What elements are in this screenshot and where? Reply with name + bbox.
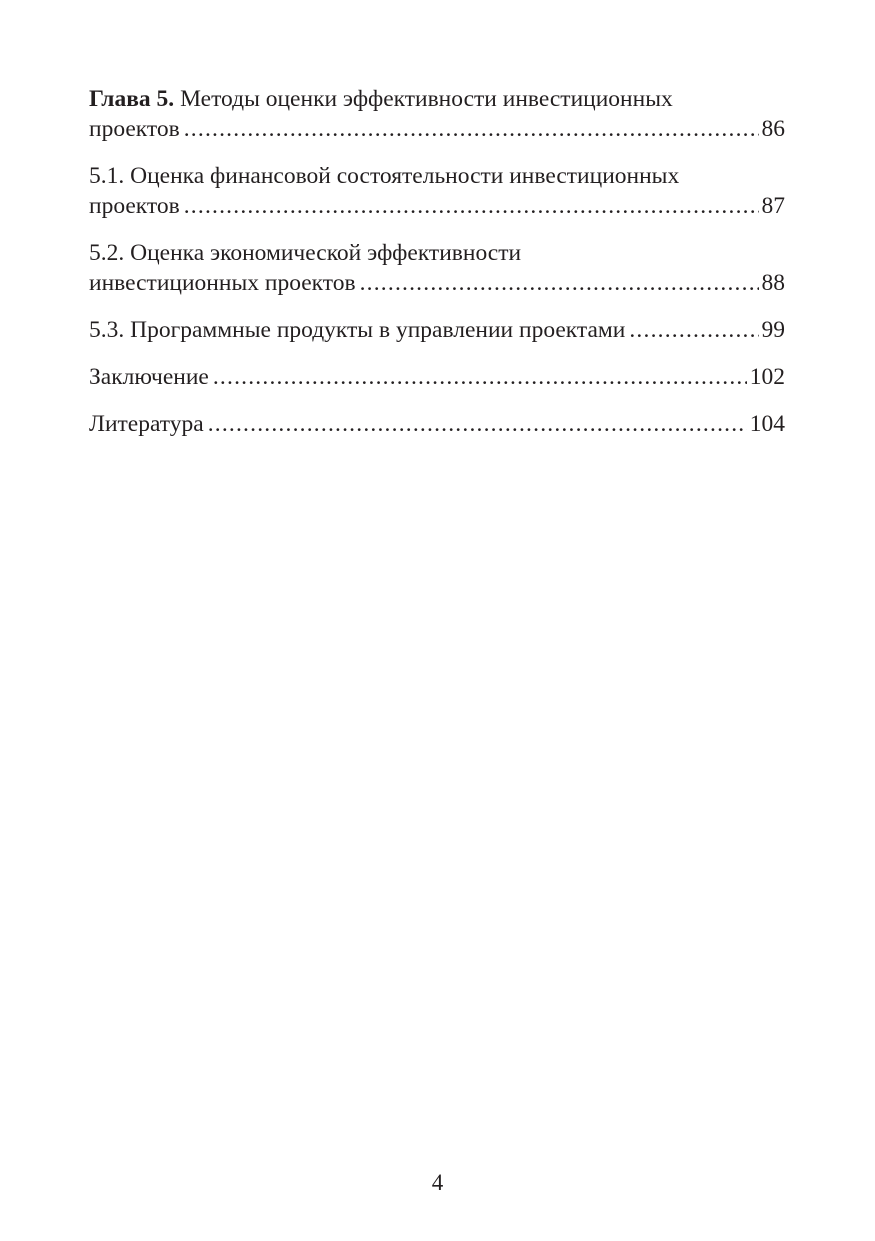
table-of-contents xyxy=(89,84,785,456)
toc-entry-page: 99 xyxy=(761,317,785,343)
toc-entry-leader-line xyxy=(89,268,785,298)
toc-entry-title: 5.2. Оценка экономической эффективности xyxy=(89,240,522,266)
toc-entry-leader-line xyxy=(89,315,785,345)
dot-leader xyxy=(184,114,759,144)
toc-entry-5-1[interactable] xyxy=(89,161,785,221)
toc-entry-title: 5.1. Оценка финансовой состоятельности инвестиционных xyxy=(89,163,680,189)
dot-leader xyxy=(629,315,758,345)
toc-entry-title-continued: проектов xyxy=(89,193,180,219)
toc-entry-title: 5.3. Программные продукты в управлении проектами xyxy=(89,317,626,343)
toc-entry-page: 102 xyxy=(749,364,785,390)
toc-entry-conclusion[interactable] xyxy=(89,362,785,392)
toc-entry-title-continued: проектов xyxy=(89,116,180,142)
chapter-label: Глава 5. xyxy=(89,86,175,112)
toc-entry-leader-line xyxy=(89,114,785,144)
dot-leader xyxy=(184,191,759,221)
toc-entry-title-line xyxy=(89,84,785,114)
toc-entry-title: Литература xyxy=(89,411,204,437)
toc-entry-title: Заключение xyxy=(89,364,209,390)
toc-entry-5-2[interactable] xyxy=(89,238,785,298)
toc-entry-leader-line xyxy=(89,191,785,221)
dot-leader xyxy=(213,362,747,392)
toc-entry-leader-line xyxy=(89,409,785,439)
dot-leader xyxy=(360,268,759,298)
toc-entry-5-3[interactable] xyxy=(89,315,785,345)
toc-entry-title-continued: инвестиционных проектов xyxy=(89,270,356,296)
page-number: 4 xyxy=(431,1170,444,1195)
toc-entry-leader-line xyxy=(89,362,785,392)
dot-leader xyxy=(208,409,747,439)
toc-entry-page: 87 xyxy=(761,193,785,219)
toc-entry-title: Методы оценки эффективности инвестиционных xyxy=(174,86,673,112)
toc-entry-chapter-5[interactable] xyxy=(89,84,785,144)
toc-entry-page: 104 xyxy=(749,411,785,437)
toc-entry-page: 86 xyxy=(761,116,785,142)
toc-entry-page: 88 xyxy=(761,270,785,296)
toc-entry-literature[interactable] xyxy=(89,409,785,439)
